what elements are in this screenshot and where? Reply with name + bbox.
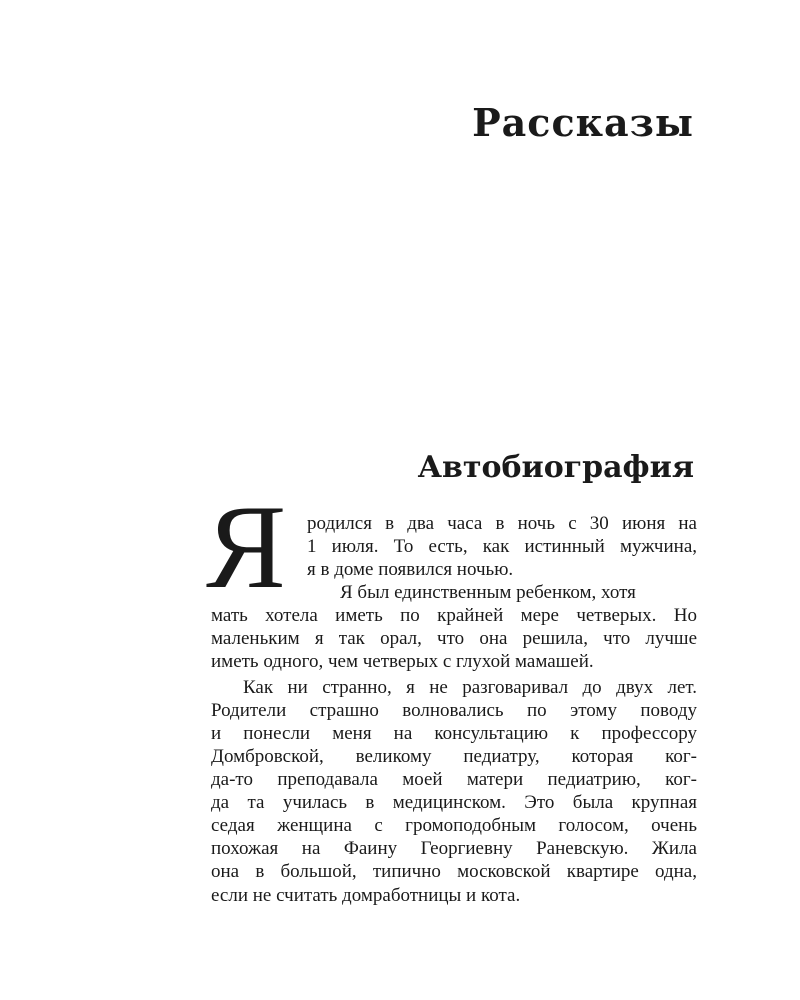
text-line: седая женщина с громоподобным голосом, очень [211, 815, 697, 836]
text-line: да-то преподавала моей матери педиатрию, ког- [211, 769, 697, 790]
text-line: да та училась в медицинском. Это была крупная [211, 792, 697, 813]
text-line: Домбровской, великому педиатру, которая ког- [211, 746, 697, 767]
chapter-title: Автобиография [417, 450, 694, 485]
text-line: Родители страшно волновались по этому поводу [211, 700, 697, 721]
text-line: мать хотела иметь по крайней мере четверых. Но [211, 605, 697, 626]
text-line: маленьким я так орал, что она решила, что лучше [211, 628, 697, 649]
text-line: я в доме появился ночью. [307, 559, 514, 580]
text-line: Я был единственным ребенком, хотя [340, 582, 636, 603]
text-line: и понесли меня на консультацию к профессору [211, 723, 697, 744]
text-line: 1 июля. То есть, как истинный мужчина, [307, 536, 697, 557]
section-title: Рассказы [472, 100, 694, 145]
text-line: иметь одного, чем четверых с глухой мамашей. [211, 651, 594, 672]
text-line: родился в два часа в ночь с 30 июня на [307, 513, 697, 534]
text-line: Как ни странно, я не разговаривал до двух лет. [243, 677, 697, 698]
drop-cap: Я [206, 480, 287, 613]
text-line: она в большой, типично московской квартире одна, [211, 861, 697, 882]
text-line: похожая на Фаину Георгиевну Раневскую. Жила [211, 838, 697, 859]
text-line: если не считать домработницы и кота. [211, 885, 521, 906]
